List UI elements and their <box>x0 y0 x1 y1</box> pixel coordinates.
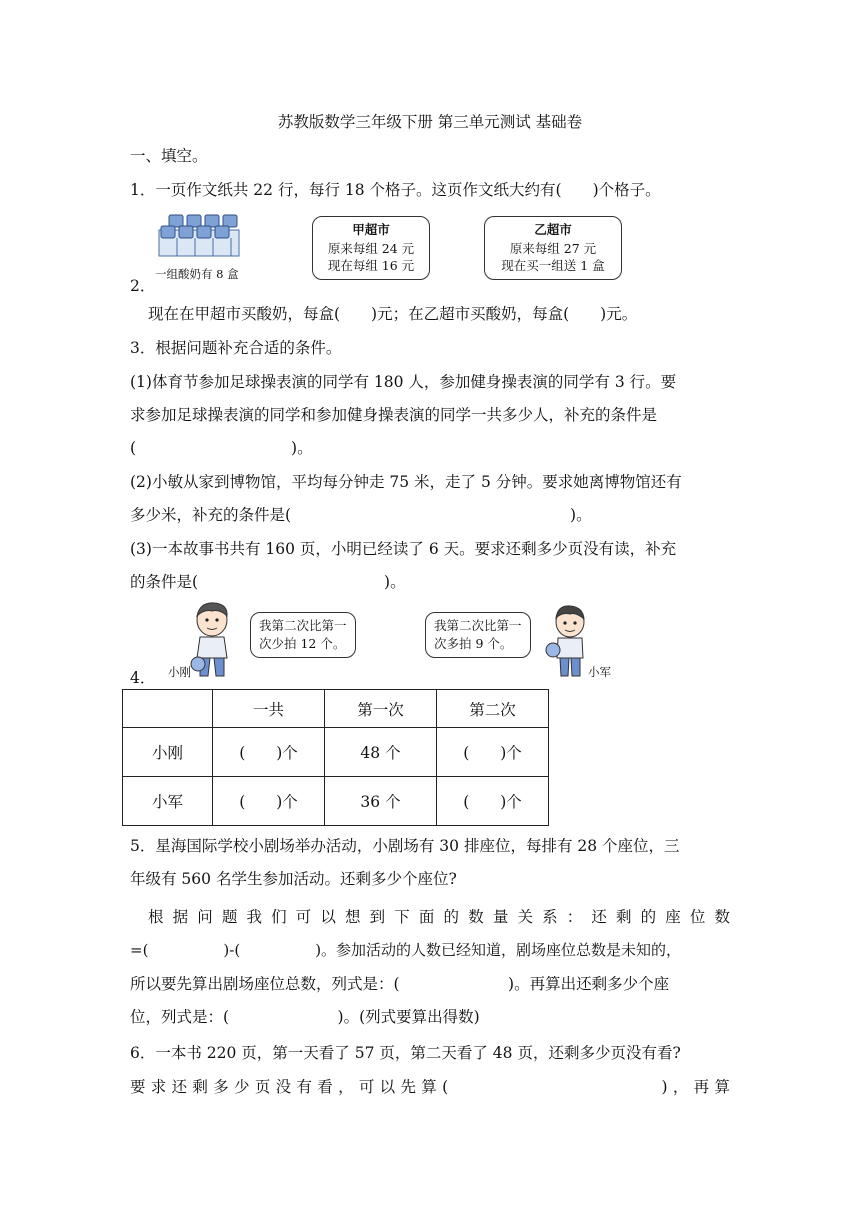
q3-part1-line1: (1)体育节参加足球操表演的同学有 180 人，参加健身操表演的同学有 3 行。要 <box>130 373 677 391</box>
q5-line2: 年级有 560 名学生参加活动。还剩多少个座位? <box>130 870 457 888</box>
table-cell: ( )个 <box>213 728 325 777</box>
score-table <box>122 689 549 826</box>
q3-part1-line3: ( )。 <box>130 439 313 457</box>
q3-part2-line2: 多少米，补充的条件是( )。 <box>130 506 592 524</box>
section-heading: 一、填空。 <box>130 147 208 165</box>
table-cell: ( )个 <box>437 777 549 826</box>
table-cell: 48 个 <box>325 728 437 777</box>
yogurt-caption: 一组酸奶有 8 盒 <box>155 267 239 281</box>
table-header-first: 第一次 <box>325 690 437 728</box>
xiaojun-speech-bubble <box>425 612 531 658</box>
table-header-total: 一共 <box>213 690 325 728</box>
table-cell: ( )个 <box>437 728 549 777</box>
question-3-intro: 3．根据问题补充合适的条件。 <box>130 339 342 357</box>
store-b-line1: 原来每组 27 元 <box>509 241 597 256</box>
question-2-number: 2． <box>130 277 156 295</box>
store-b-name: 乙超市 <box>534 222 572 237</box>
table-cell: 小刚 <box>123 728 213 777</box>
q5-line6: 位，列式是：( )。(列式要算出得数) <box>130 1008 480 1026</box>
q5-line4: =( )-( )。参加活动的人数已经知道，剧场座位总数是未知的， <box>130 941 682 959</box>
q3-part2-line1: (2)小敏从家到博物馆，平均每分钟走 75 米，走了 5 分钟。要求她离博物馆还有 <box>130 473 682 491</box>
question-2-text: 现在在甲超市买酸奶，每盒( )元；在乙超市买酸奶，每盒( )元。 <box>148 305 638 323</box>
table-header-second: 第二次 <box>437 690 549 728</box>
q3-part3-line2: 的条件是( )。 <box>130 573 406 591</box>
table-cell: 小军 <box>123 777 213 826</box>
q5-line5: 所以要先算出剧场座位总数，列式是：( )。再算出还剩多少个座 <box>130 975 670 993</box>
q5-line1: 5．星海国际学校小剧场举办活动，小剧场有 30 排座位，每排有 28 个座位，三 <box>130 837 680 855</box>
q3-part1-line2: 求参加足球操表演的同学和参加健身操表演的同学一共多少人，补充的条件是 <box>130 406 658 424</box>
q3-part3-line1: (3)一本故事书共有 160 页，小明已经读了 6 天。要求还剩多少页没有读，补充 <box>130 540 677 558</box>
xiaojun-speech-line2: 次多拍 9 个。 <box>434 636 513 651</box>
q6-line2: 要求还剩多少页没有看，可以先算( )，再算 <box>130 1078 730 1096</box>
xiaogang-speech-line1: 我第二次比第一 <box>259 618 347 633</box>
xiaojun-name: 小军 <box>588 665 611 679</box>
table-cell: 36 个 <box>325 777 437 826</box>
store-a-name: 甲超市 <box>352 222 390 237</box>
question-1: 1．一页作文纸共 22 行，每行 18 个格子。这页作文纸大约有( )个格子。 <box>130 181 661 199</box>
store-b-box <box>484 216 622 280</box>
table-row <box>123 728 549 777</box>
table-header-blank <box>123 690 213 728</box>
page-title: 苏教版数学三年级下册 第三单元测试 基础卷 <box>277 113 583 131</box>
table-cell: ( )个 <box>213 777 325 826</box>
xiaogang-speech-line2: 次少拍 12 个。 <box>259 636 346 651</box>
q6-line1: 6．一本书 220 页，第一天看了 57 页，第二天看了 48 页，还剩多少页没有看? <box>130 1044 681 1062</box>
xiaogang-speech-bubble <box>250 612 356 658</box>
store-b-line2: 现在买一组送 1 盒 <box>501 258 605 273</box>
xiaogang-figure <box>186 600 246 680</box>
store-a-line2: 现在每组 16 元 <box>327 258 415 273</box>
store-a-line1: 原来每组 24 元 <box>327 241 415 256</box>
yogurt-illustration <box>155 212 245 262</box>
q5-line3: 根据问题我们可以想到下面的数量关系：还剩的座位数 <box>148 908 730 926</box>
question-4-number: 4． <box>130 669 156 687</box>
store-a-box <box>312 216 430 280</box>
xiaojun-speech-line1: 我第二次比第一 <box>434 618 522 633</box>
xiaogang-name: 小刚 <box>168 665 191 679</box>
table-row <box>123 777 549 826</box>
